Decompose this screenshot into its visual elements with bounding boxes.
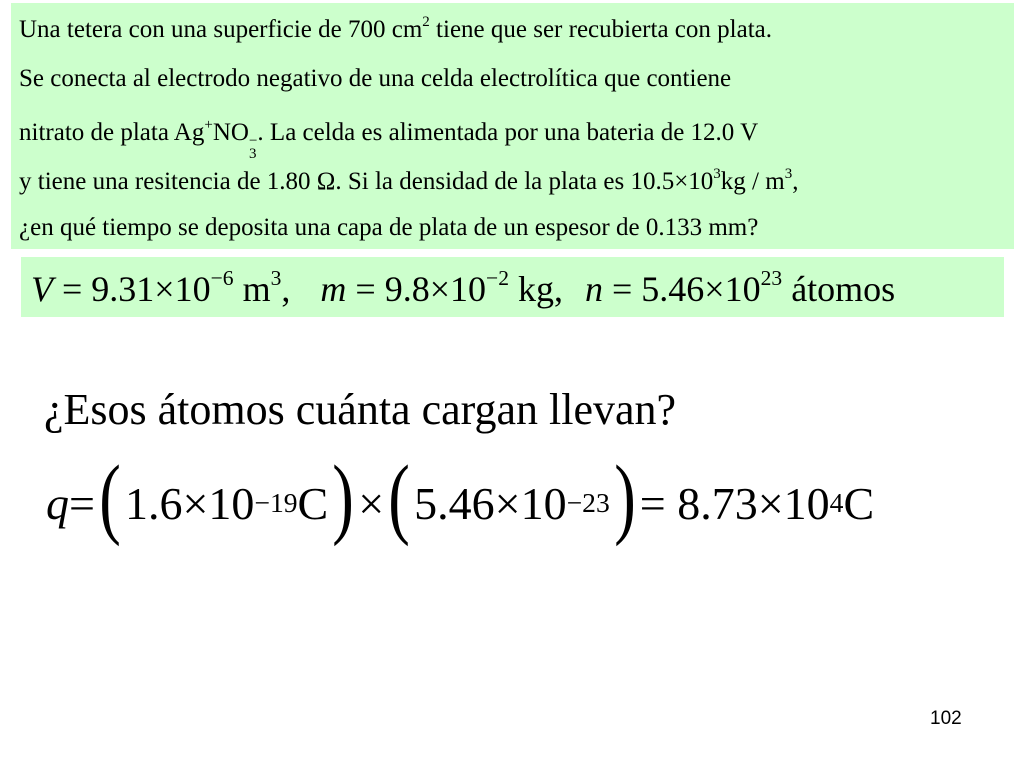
problem-line-2: Se conecta al electrodo negativo de una celda electrolítica que contiene: [19, 65, 732, 92]
problem-line-1: Una tetera con una superficie de 700 $cm^2$ tiene que ser recubierta con plata.: [19, 13, 772, 43]
page-number: 102: [930, 708, 962, 729]
problem-line-3: nitrato de plata Ag+NO − 3 . La celda es alimentada por una bateria de 12.0 V: [19, 116, 759, 162]
question-heading: ¿Esos átomos cuánta cargan llevan?: [44, 385, 677, 434]
nitrate-index: − 3: [248, 133, 258, 162]
problem-line-4: y tiene una resitencia de 1.80 Ω. Si la densidad de la plata es $10.5\times 10^3kg / m^3$,: [19, 165, 799, 195]
charge-equation: q = ( 1.6×10 −19 C ) × ( 5.46×10 −23 ) = 8.73×10 4 C: [46, 448, 875, 547]
results-box: [21, 257, 1004, 317]
results-line: $V = 9.31\times 10^{-6}$ $m^3$, $m = 9.8\times 10^{-2}$ kg, $n = 5.46\times 10^{23}$ átomos: [31, 265, 896, 309]
problem-line-5: ¿en qué tiempo se deposita una capa de plata de un espesor de 0.133 mm?: [19, 214, 759, 241]
problem-statement-box: [11, 3, 1014, 249]
